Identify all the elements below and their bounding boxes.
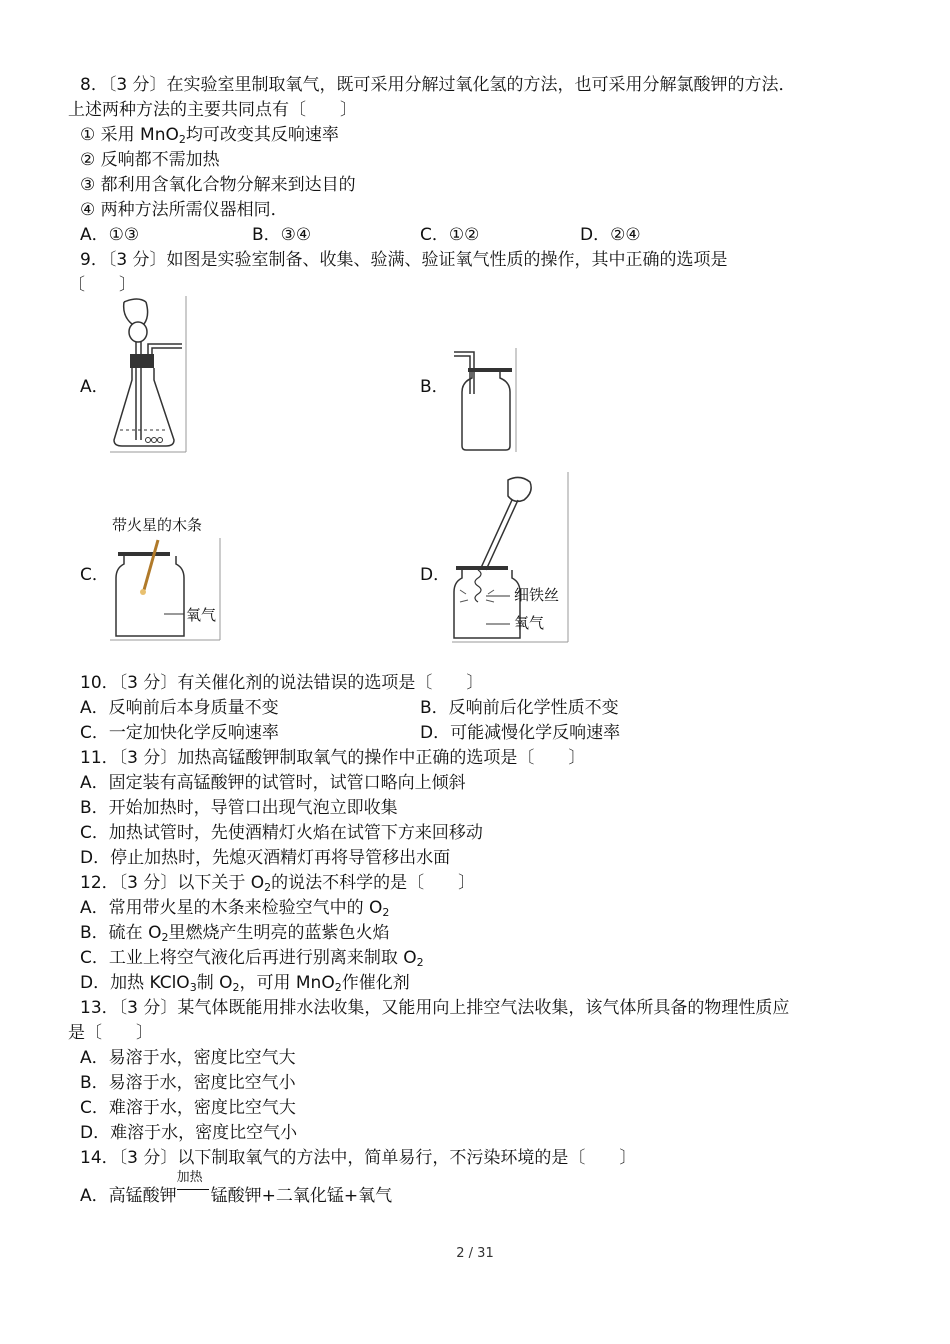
q13-stem-line1: 13．〔3 分〕某气体既能用排水法收集，又能用向上排空气法收集，该气体所具备的物理性质应 (80, 998, 790, 1018)
q12-stem (80, 872, 475, 899)
q8-stem-line1: 8．〔3 分〕在实验室里制取氧气，既可采用分解过氧化氢的方法，也可采用分解氯酸钾的方法． (80, 75, 796, 95)
q12-stem-text2: 的说法不科学的是〔 〕 (271, 873, 476, 893)
q8-item-2: ② 反响都不需加热 (80, 150, 220, 170)
q8-item-4: ④ 两种方法所需仪器相同． (80, 200, 288, 220)
q9-label-a: A． (80, 377, 109, 397)
q9-stem-line2: 〔 〕 (68, 275, 136, 295)
q11-stem: 11．〔3 分〕加热高锰酸钾制取氧气的操作中正确的选项是〔 〕 (80, 748, 586, 768)
q11-option-d: D．停止加热时，先熄灭酒精灯再将导管移出水面 (80, 848, 451, 868)
q10-stem: 10．〔3 分〕有关催化剂的说法错误的选项是〔 〕 (80, 673, 484, 693)
q9-label-c: C． (80, 565, 109, 585)
q14-option-a-arrow (176, 1170, 211, 1207)
q12-option-b (80, 922, 389, 949)
q8-stem-line2: 上述两种方法的主要共同点有〔 〕 (68, 100, 357, 120)
q11-option-b: B．开始加热时，导管口出现气泡立即收集 (80, 798, 398, 818)
q8-item-3: ③ 都利用含氧化合物分解来到达目的 (80, 175, 356, 195)
q12-option-b-sub: 2 (161, 931, 169, 944)
q9-figure-d-gas-label: 氧气 (514, 614, 545, 632)
q12-option-a (80, 897, 389, 924)
q14-stem: 14．〔3 分〕以下制取氧气的方法中，简单易行，不污染环境的是〔 〕 (80, 1148, 637, 1168)
q13-option-b: B．易溶于水，密度比空气小 (80, 1073, 296, 1093)
q11-option-c: C．加热试管时，先使酒精灯火焰在试管下方来回移动 (80, 823, 483, 843)
q12-option-c-sub: 2 (416, 956, 424, 969)
q10-option-d: D．可能减慢化学反响速率 (420, 723, 621, 743)
q13-stem-line2: 是〔 〕 (68, 1023, 153, 1043)
q8-item-1 (80, 124, 339, 151)
q12-option-d-sub3: 3 (189, 981, 197, 994)
q12-option-b-text2: 里燃烧产生明亮的蓝紫色火焰 (168, 923, 390, 943)
q12-stem-sub: 2 (264, 881, 272, 894)
q9-label-d: D． (420, 565, 451, 585)
q8-item-1-sub: 2 (178, 133, 186, 146)
q9-figure-d (450, 470, 572, 644)
q12-option-d-text3: ，可用 MnO (239, 973, 335, 993)
q14-option-a-products: 锰酸钾+二氧化锰+氧气 (210, 1186, 393, 1206)
q12-option-d-text2: 制 O (196, 973, 233, 993)
q12-option-d-text4: 作催化剂 (341, 973, 410, 993)
q8-option-d: D．②④ (580, 225, 641, 245)
q12-option-b-text: B．硫在 O (80, 923, 162, 943)
q14-option-a (80, 1170, 393, 1207)
q12-option-d-text: D．加热 KClO (80, 973, 190, 993)
q9-figure-c-gas-label: 氧气 (186, 606, 217, 624)
q9-figure-b (450, 346, 520, 454)
q13-option-c: C．难溶于水，密度比空气大 (80, 1098, 296, 1118)
q8-option-b: B．③④ (252, 225, 312, 245)
q9-figure-d-wire-label: 细铁丝 (514, 586, 560, 604)
q8-option-c: C．①② (420, 225, 480, 245)
q10-option-a: A．反响前后本身质量不变 (80, 698, 279, 718)
q9-figure-c (108, 536, 224, 642)
q9-figure-c-caption: 带火星的木条 (112, 516, 203, 534)
q12-option-a-text: A．常用带火星的木条来检验空气中的 O (80, 898, 383, 918)
q9-label-b: B． (420, 377, 449, 397)
q14-option-a-condition: 加热 (176, 1170, 203, 1185)
q13-option-d: D．难溶于水，密度比空气小 (80, 1123, 298, 1143)
q12-option-d-sub2a: 2 (232, 981, 240, 994)
q8-item-1-text2: 均可改变其反响速率 (185, 125, 339, 145)
page-number: 2 / 31 (456, 1246, 494, 1261)
q9-stem-line1: 9．〔3 分〕如图是实验室制备、收集、验满、验证氧气性质的操作，其中正确的选项是 (80, 250, 728, 270)
q14-option-a-reactant: A．高锰酸钾 (80, 1186, 177, 1206)
q8-item-1-text: ① 采用 MnO (80, 125, 179, 145)
q12-option-c-text: C．工业上将空气液化后再进行别离来制取 O (80, 948, 417, 968)
q8-option-a: A．①③ (80, 225, 140, 245)
q10-option-c: C．一定加快化学反响速率 (80, 723, 279, 743)
q12-option-d (80, 972, 410, 999)
q13-option-a: A．易溶于水，密度比空气大 (80, 1048, 296, 1068)
q12-stem-text: 12．〔3 分〕以下关于 O (80, 873, 265, 893)
q12-option-d-sub2b: 2 (334, 981, 342, 994)
q11-option-a: A．固定装有高锰酸钾的试管时，试管口略向上倾斜 (80, 773, 466, 793)
q12-option-a-sub: 2 (382, 906, 390, 919)
q10-option-b: B．反响前后化学性质不变 (420, 698, 619, 718)
q12-option-c (80, 947, 424, 974)
q9-figure-a (108, 294, 188, 454)
